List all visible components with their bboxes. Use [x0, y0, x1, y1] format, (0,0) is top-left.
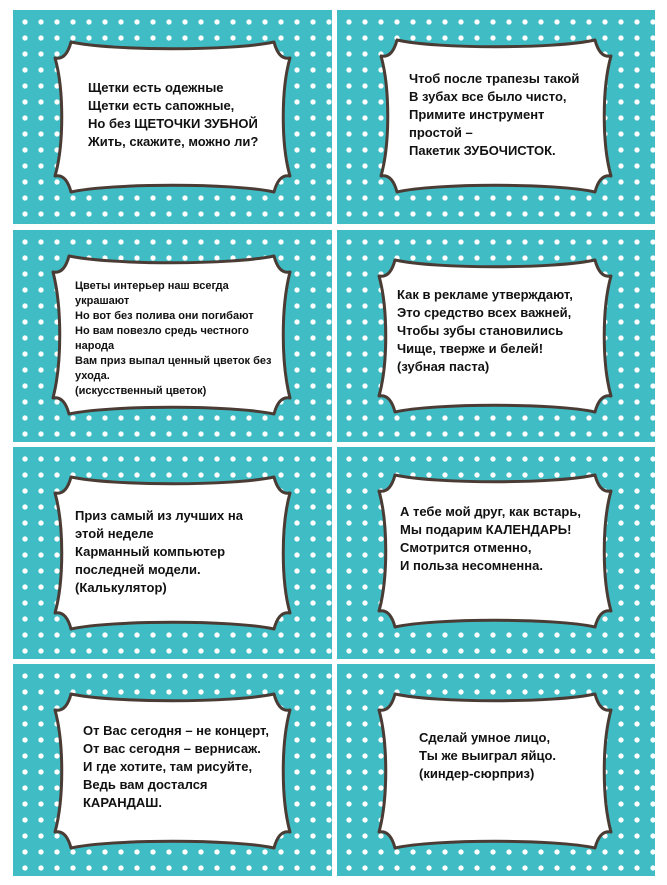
card-line: От Вас сегодня – не концерт, — [83, 723, 269, 738]
card-line: И где хотите, там рисуйте, — [83, 759, 253, 774]
card-toothpaste — [337, 230, 655, 442]
card-line: этой неделе — [75, 526, 154, 541]
card-line: Но вам повезло средь честного — [75, 325, 249, 337]
card-line: Щетки есть одежные — [88, 80, 224, 95]
card-text — [419, 726, 599, 786]
card-line: КАРАНДАШ. — [83, 795, 162, 810]
card-line: Это средство всех важней, — [397, 305, 572, 320]
card-line: Щетки есть сапожные, — [88, 98, 235, 113]
card-text — [400, 499, 600, 579]
card-text — [75, 277, 285, 401]
card-line: Приз самый из лучших на — [75, 508, 243, 523]
card-line: ухода. — [75, 370, 110, 382]
card-line: Смотрится отменно, — [400, 540, 532, 555]
card-calculator — [13, 447, 332, 659]
card-line: А тебе мой друг, как встарь, — [400, 504, 581, 519]
card-text — [88, 68, 288, 162]
card-line: Мы подарим КАЛЕНДАРЬ! — [400, 522, 572, 537]
card-line: Но вот без полива они погибают — [75, 310, 254, 322]
card-line: народа — [75, 340, 115, 352]
card-line: последней модели. — [75, 562, 201, 577]
card-line: И польза несомненна. — [400, 558, 543, 573]
card-line: (Калькулятор) — [75, 580, 167, 595]
card-line: Чтоб после трапезы такой — [409, 71, 580, 86]
card-line: (зубная паста) — [397, 359, 490, 374]
card-line: Жить, скажите, можно ли? — [88, 134, 259, 149]
card-artificial-flower — [13, 230, 332, 442]
card-line: Пакетик ЗУБОЧИСТОК. — [409, 143, 556, 158]
card-kinder-egg — [337, 664, 655, 876]
card-toothbrush — [13, 10, 332, 224]
card-text — [409, 65, 609, 165]
card-line: От вас сегодня – вернисаж. — [83, 741, 261, 756]
card-line: Цветы интерьер наш всегда — [75, 280, 229, 292]
card-line: Примите инструмент — [409, 107, 545, 122]
card-line: Ты же выиграл яйцо. — [419, 748, 557, 763]
card-line: украшают — [75, 295, 130, 307]
card-line: Сделай умное лицо, — [419, 730, 551, 745]
card-line: (искусственный цветок) — [75, 385, 207, 397]
card-line: Но без ЩЕТОЧКИ ЗУБНОЙ — [88, 116, 258, 131]
card-pencil — [13, 664, 332, 876]
card-text — [75, 505, 275, 599]
card-calendar — [337, 447, 655, 659]
card-line: Как в рекламе утверждают, — [397, 287, 573, 302]
card-text — [83, 719, 283, 815]
card-line: (киндер-сюрприз) — [419, 766, 535, 781]
card-line: Карманный компьютер — [75, 544, 226, 559]
card-text — [397, 284, 597, 378]
card-line: Вам приз выпал ценный цветок без — [75, 355, 272, 367]
card-line: Чтобы зубы становились — [397, 323, 564, 338]
card-line: простой – — [409, 125, 473, 140]
card-line: Чище, тверже и белей! — [397, 341, 544, 356]
card-line: В зубах все было чисто, — [409, 89, 567, 104]
card-toothpicks — [337, 10, 655, 224]
card-line: Ведь вам достался — [83, 777, 208, 792]
